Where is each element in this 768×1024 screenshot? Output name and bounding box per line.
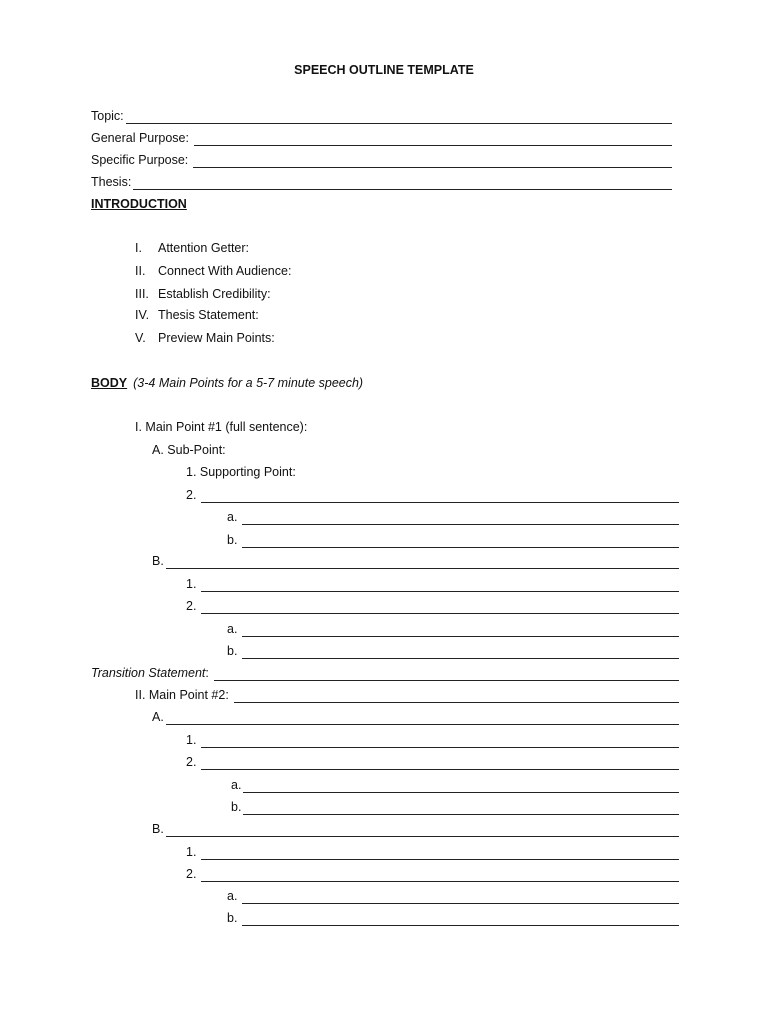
main-point-1-label: I. Main Point #1 (full sentence): — [135, 420, 308, 434]
outline-line — [152, 821, 679, 837]
thesis-label: Thesis: — [91, 175, 132, 189]
outline-marker: b. — [231, 800, 242, 814]
intro-item-number: IV. — [135, 308, 150, 322]
specific-purpose-label: Specific Purpose: — [91, 153, 189, 167]
outline-blank[interactable] — [242, 512, 679, 525]
outline-blank[interactable] — [201, 579, 679, 592]
thesis-blank[interactable] — [133, 177, 672, 190]
intro-item-label: Connect With Audience: — [158, 264, 292, 278]
outline-blank[interactable] — [166, 712, 679, 725]
outline-line — [186, 732, 679, 748]
sub-point-a-label: A. Sub-Point: — [152, 443, 226, 457]
introduction-heading: INTRODUCTION — [91, 197, 187, 211]
outline-marker: 1. — [186, 733, 197, 747]
outline-marker: a. — [227, 889, 238, 903]
outline-line — [152, 553, 679, 569]
outline-line — [152, 709, 679, 725]
topic-blank[interactable] — [126, 111, 672, 124]
outline-line — [227, 888, 679, 904]
main-point-2 — [135, 687, 679, 703]
outline-marker: 2. — [186, 488, 197, 502]
thesis-row — [91, 174, 672, 190]
body-heading-row — [91, 375, 363, 391]
outline-marker: 2. — [186, 867, 197, 881]
outline-line — [186, 754, 679, 770]
general-purpose-row — [91, 130, 672, 146]
outline-marker: A. — [152, 710, 164, 724]
outline-blank[interactable] — [243, 780, 679, 793]
intro-item — [135, 330, 275, 346]
outline-blank[interactable] — [242, 646, 679, 659]
specific-purpose-blank[interactable] — [193, 155, 672, 168]
outline-blank[interactable] — [242, 891, 679, 904]
sub-point-a — [152, 442, 226, 458]
outline-marker: 2. — [186, 599, 197, 613]
body-note: (3-4 Main Points for a 5-7 minute speech) — [133, 376, 364, 390]
transition-blank[interactable] — [214, 668, 679, 681]
outline-line — [186, 598, 679, 614]
outline-line — [186, 487, 679, 503]
outline-blank[interactable] — [201, 490, 679, 503]
outline-blank[interactable] — [201, 869, 679, 882]
outline-blank[interactable] — [166, 556, 679, 569]
intro-item — [135, 240, 249, 256]
intro-item-number: II. — [135, 264, 146, 278]
intro-item-number: I. — [135, 241, 142, 255]
intro-item — [135, 307, 259, 323]
outline-line — [227, 910, 679, 926]
outline-blank[interactable] — [242, 913, 679, 926]
main-point-1 — [135, 419, 307, 435]
transition-colon: : — [205, 666, 209, 680]
outline-blank[interactable] — [242, 535, 679, 548]
supporting-point-1 — [186, 464, 296, 480]
intro-item — [135, 263, 291, 279]
body-heading: BODY — [91, 376, 128, 390]
outline-marker: b. — [227, 644, 238, 658]
outline-blank[interactable] — [201, 735, 679, 748]
outline-line — [227, 643, 679, 659]
outline-line — [227, 621, 679, 637]
outline-marker: B. — [152, 554, 164, 568]
outline-marker: a. — [231, 778, 242, 792]
transition-row — [91, 665, 679, 681]
intro-item-label: Thesis Statement: — [158, 308, 259, 322]
outline-blank[interactable] — [201, 601, 679, 614]
intro-item-label: Establish Credibility: — [158, 287, 271, 301]
outline-blank[interactable] — [243, 802, 679, 815]
outline-marker: a. — [227, 622, 238, 636]
outline-marker: B. — [152, 822, 164, 836]
outline-line — [186, 866, 679, 882]
topic-row — [91, 108, 672, 124]
outline-line — [186, 844, 679, 860]
main-point-2-blank[interactable] — [234, 690, 679, 703]
outline-blank[interactable] — [242, 624, 679, 637]
outline-marker: b. — [227, 911, 238, 925]
outline-line — [227, 532, 679, 548]
outline-marker: 1. — [186, 577, 197, 591]
outline-line — [227, 509, 679, 525]
outline-blank[interactable] — [166, 824, 679, 837]
specific-purpose-row — [91, 152, 672, 168]
intro-item-label: Attention Getter: — [158, 241, 250, 255]
introduction-heading-row — [91, 196, 187, 212]
intro-item-number: III. — [135, 287, 149, 301]
transition-label: Transition Statement — [91, 666, 206, 680]
outline-line — [231, 777, 679, 793]
topic-label: Topic: — [91, 109, 124, 123]
intro-item — [135, 286, 271, 302]
general-purpose-blank[interactable] — [194, 133, 672, 146]
page-title: SPEECH OUTLINE TEMPLATE — [294, 63, 474, 77]
outline-marker: a. — [227, 510, 238, 524]
outline-blank[interactable] — [201, 847, 679, 860]
outline-marker: b. — [227, 533, 238, 547]
outline-marker: 1. — [186, 845, 197, 859]
main-point-2-label: II. Main Point #2: — [135, 688, 229, 702]
intro-item-number: V. — [135, 331, 146, 345]
outline-line — [231, 799, 679, 815]
outline-line — [186, 576, 679, 592]
outline-marker: 2. — [186, 755, 197, 769]
supporting-point-1-label: 1. Supporting Point: — [186, 465, 296, 479]
outline-blank[interactable] — [201, 757, 679, 770]
intro-item-label: Preview Main Points: — [158, 331, 275, 345]
general-purpose-label: General Purpose: — [91, 131, 189, 145]
